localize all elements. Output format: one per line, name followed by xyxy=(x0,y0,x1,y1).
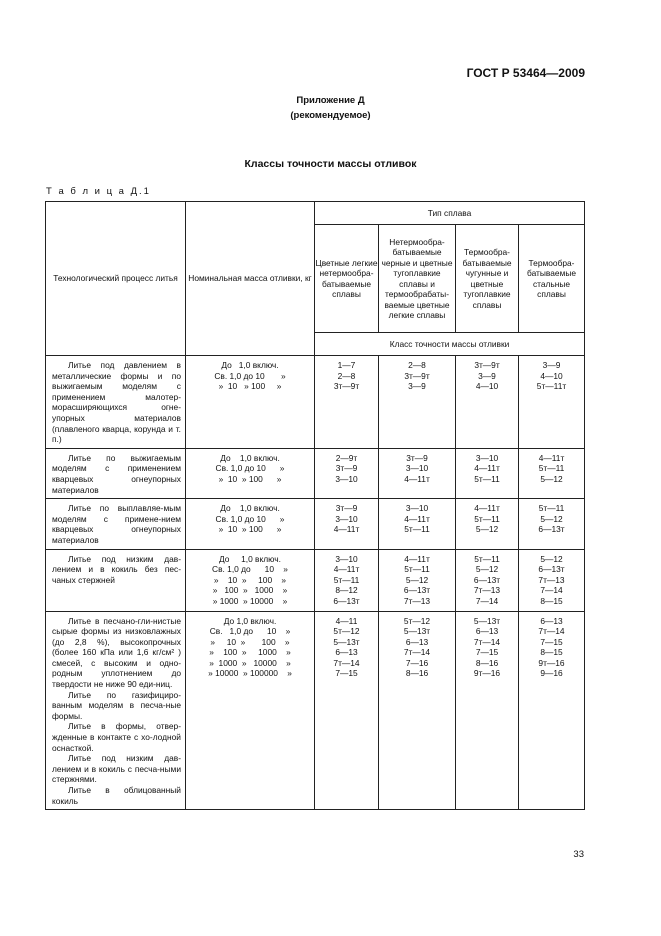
accuracy-class-value: 3—10 xyxy=(335,553,358,564)
accuracy-class-value: 6—13 xyxy=(475,626,499,637)
page-number: 33 xyxy=(573,849,584,860)
class-cell-alloy-1 xyxy=(315,499,379,549)
accuracy-class-value: 5—13т xyxy=(403,626,431,637)
accuracy-class-value: 3—10 xyxy=(335,473,358,484)
accuracy-class-value: 5т—12 xyxy=(333,626,360,637)
class-cell-alloy-1 xyxy=(315,356,379,449)
table-row xyxy=(46,499,585,549)
mass-cell xyxy=(186,448,315,498)
header-accuracy-class: Класс точности массы отливки xyxy=(315,333,585,356)
mass-range: До 1,0 включ. xyxy=(221,360,279,370)
class-cell-alloy-4 xyxy=(519,611,585,810)
mass-range: Св. 1,0 до 10 » xyxy=(212,564,288,575)
header-mass: Номинальная масса отливки, кг xyxy=(186,202,315,356)
table-row xyxy=(46,611,585,810)
accuracy-class-value: 2—8 xyxy=(337,370,356,381)
accuracy-class-value: 5т—11 xyxy=(538,463,565,474)
process-paragraph: Литье под низким дав-лением и в кокиль с песча-ными стержнями. xyxy=(52,753,181,785)
accuracy-class-value: 4—11т xyxy=(474,503,500,514)
process-paragraph: Литье по выплавляе-мым моделям с примене-нием кварцевых огнеупорных материалов xyxy=(52,503,181,545)
accuracy-class-value: 4—11т xyxy=(474,463,500,474)
mass-cell xyxy=(186,611,315,810)
mass-cell xyxy=(186,549,315,611)
mass-range: » 10000 » 100000 » xyxy=(208,668,292,679)
document-code: ГОСТ Р 53464—2009 xyxy=(466,66,585,80)
header-alloy-1: Цветные легкие нетермообра-батываемые сплавы xyxy=(315,225,379,333)
accuracy-class-value: 3т—9т xyxy=(333,381,360,392)
process-cell xyxy=(46,549,186,611)
class-cell-alloy-2 xyxy=(379,356,456,449)
accuracy-class-value: 3т—9 xyxy=(335,463,358,474)
process-cell xyxy=(46,499,186,549)
class-cell-alloy-3 xyxy=(456,549,519,611)
accuracy-class-value: 3—10 xyxy=(475,452,499,463)
accuracy-class-value: 7—15 xyxy=(335,668,358,679)
mass-range: » 100 » 1000 » xyxy=(212,585,288,596)
table-row xyxy=(46,549,585,611)
mass-range: До 1,0 включ. xyxy=(220,452,280,463)
class-cell-alloy-2 xyxy=(379,499,456,549)
process-paragraph: Литье под низким дав-лением и в кокиль без пес-чаных стержней xyxy=(52,553,181,585)
accuracy-class-value: 6—13т xyxy=(538,564,565,575)
accuracy-class-value: 6—13т xyxy=(538,524,565,535)
process-cell xyxy=(46,356,186,449)
mass-range: Св. 1,0 до 10 » xyxy=(215,513,285,524)
class-cell-alloy-2 xyxy=(379,549,456,611)
accuracy-class-value: 6—13 xyxy=(405,636,429,647)
accuracy-class-value: 3—10 xyxy=(405,503,429,514)
class-cell-alloy-3 xyxy=(456,499,519,549)
accuracy-class-value: 7т—13 xyxy=(473,585,501,596)
accuracy-class-value: 5т—12 xyxy=(403,615,431,626)
accuracy-class-value: 3—9 xyxy=(542,360,561,370)
class-cell-alloy-2 xyxy=(379,448,456,498)
accuracy-class-value: 6—13т xyxy=(473,574,501,585)
header-alloy-3: Термообра-батываемые чугунные и цветные тугоплавкие сплавы xyxy=(456,225,519,333)
accuracy-class-value: 7—15 xyxy=(475,647,499,658)
accuracy-class-value: 7—14 xyxy=(475,595,499,606)
accuracy-class-value: 5т—11 xyxy=(474,513,500,524)
table-row xyxy=(46,356,585,449)
annex-type: (рекомендуемое) xyxy=(290,110,371,121)
accuracy-class-value: 3—9 xyxy=(408,381,426,392)
mass-range: » 10 » 100 » xyxy=(210,636,290,647)
mass-range: » 100 » 1000 » xyxy=(209,647,291,658)
header-alloy-4: Термообра-батываемые стальные сплавы xyxy=(519,225,585,333)
accuracy-class-value: 5—12 xyxy=(405,574,429,585)
accuracy-class-value: 7т—14 xyxy=(473,636,501,647)
class-cell-alloy-4 xyxy=(519,549,585,611)
mass-range: Св. 1,0 до 10 » xyxy=(214,370,286,381)
accuracy-class-value: 5—13т xyxy=(473,615,501,626)
table-row xyxy=(46,448,585,498)
accuracy-class-value: 5—12 xyxy=(540,513,563,524)
mass-range: » 10 » 100 » xyxy=(218,381,282,392)
accuracy-class-value: 3—10 xyxy=(335,513,358,524)
process-cell xyxy=(46,448,186,498)
table-title: Классы точности массы отливок xyxy=(244,158,417,170)
class-cell-alloy-1 xyxy=(315,549,379,611)
mass-range: До 1,0 включ. xyxy=(220,503,280,514)
class-cell-alloy-3 xyxy=(456,448,519,498)
accuracy-class-value: 6—13т xyxy=(403,585,431,596)
accuracy-class-value: 5—12 xyxy=(540,473,563,484)
accuracy-class-value: 5—12 xyxy=(475,564,499,575)
accuracy-class-value: 8—15 xyxy=(540,595,563,606)
class-cell-alloy-1 xyxy=(315,611,379,810)
mass-range: Св. 1,0 до 10 » xyxy=(215,463,285,474)
accuracy-class-value: 3т—9 xyxy=(335,503,358,514)
accuracy-class-value: 4—10 xyxy=(475,381,499,392)
accuracy-class-value: 4—10 xyxy=(540,370,563,381)
accuracy-class-value: 5т—11 xyxy=(474,473,500,484)
accuracy-class-value: 4—11т xyxy=(404,473,430,484)
mass-range: До 1,0 включ. xyxy=(223,615,277,626)
accuracy-class-value: 7т—14 xyxy=(333,657,360,668)
accuracy-class-value: 5т—11 xyxy=(474,553,500,564)
accuracy-class-value: 5т—11 xyxy=(538,503,565,514)
accuracy-class-value: 7т—13 xyxy=(403,595,431,606)
process-paragraph: Литье по газифициро-ванным моделям в песча-ные формы. xyxy=(52,689,181,721)
mass-cell xyxy=(186,356,315,449)
accuracy-class-value: 5—13т xyxy=(333,636,360,647)
class-cell-alloy-4 xyxy=(519,499,585,549)
accuracy-class-value: 9т—16 xyxy=(538,657,565,668)
accuracy-class-value: 2—8 xyxy=(408,360,426,370)
accuracy-class-value: 5т—11 xyxy=(404,564,430,575)
process-cell xyxy=(46,611,186,810)
accuracy-class-value: 4—11т xyxy=(333,524,360,535)
accuracy-class-value: 6—13 xyxy=(540,615,563,626)
accuracy-class-value: 7—15 xyxy=(540,636,563,647)
accuracy-class-value: 1—7 xyxy=(337,360,356,370)
mass-range: » 1000 » 10000 » xyxy=(212,595,288,606)
accuracy-class-value: 4—11т xyxy=(538,452,565,463)
accuracy-class-value: 7т—14 xyxy=(403,647,431,658)
process-paragraph: Литье в формы, отвер-жденные в контакте с хо-лодной оснасткой. xyxy=(52,721,181,753)
accuracy-class-value: 9т—16 xyxy=(473,668,501,679)
accuracy-table xyxy=(45,201,585,810)
accuracy-class-value: 3т—9т xyxy=(404,370,430,381)
accuracy-class-value: 5т—11 xyxy=(404,524,430,535)
accuracy-class-value: 4—11т xyxy=(333,564,360,575)
annex-title: Приложение Д xyxy=(296,95,365,106)
mass-range: » 10 » 100 » xyxy=(213,574,287,585)
mass-range: » 1000 » 10000 » xyxy=(209,657,291,668)
accuracy-class-value: 5т—11т xyxy=(536,381,567,392)
accuracy-class-value: 2—9т xyxy=(335,452,358,463)
accuracy-class-value: 5—12 xyxy=(540,553,563,564)
header-alloy-2: Нетермообра-батываемые черные и цветные тугоплавкие сплавы и термообрабаты-ваемые цветные легкие сплавы xyxy=(379,225,456,333)
accuracy-class-value: 5т—11 xyxy=(333,574,360,585)
class-cell-alloy-3 xyxy=(456,611,519,810)
accuracy-class-value: 9—16 xyxy=(540,668,563,679)
accuracy-class-value: 3—9 xyxy=(478,370,496,381)
accuracy-class-value: 8—15 xyxy=(540,647,563,658)
mass-range: » 10 » 100 » xyxy=(218,524,282,535)
accuracy-class-value: 7—14 xyxy=(540,585,563,596)
process-paragraph: Литье в облицованный кокиль xyxy=(52,785,181,806)
accuracy-class-value: 7т—14 xyxy=(538,626,565,637)
process-paragraph: Литье по выжигаемым моделям с применением кварцевых огнеупорных материалов xyxy=(52,452,181,495)
accuracy-class-value: 8—16 xyxy=(475,657,499,668)
accuracy-class-value: 4—11т xyxy=(404,553,430,564)
process-paragraph: Литье в песчано-гли-нистые сырые формы из низковлажных (до 2,8 %), высокопрочных (более 160 кПа или 1,6 кг/см² ) смесей, с высоким и одно-родным уплотнением до твердости не ниже 90 еди-ниц. xyxy=(52,615,181,690)
mass-cell xyxy=(186,499,315,549)
accuracy-class-value: 3—10 xyxy=(405,463,429,474)
mass-range: До 1,0 включ. xyxy=(219,553,281,564)
class-cell-alloy-1 xyxy=(315,448,379,498)
header-alloy-type: Тип сплава xyxy=(315,202,585,225)
mass-range: Св. 1,0 до 10 » xyxy=(209,626,291,637)
mass-range: » 10 » 100 » xyxy=(218,473,282,484)
accuracy-class-value: 6—13т xyxy=(333,595,360,606)
class-cell-alloy-3 xyxy=(456,356,519,449)
accuracy-class-value: 7—16 xyxy=(405,657,429,668)
class-cell-alloy-4 xyxy=(519,356,585,449)
process-paragraph: Литье под давлением в металлические формы и по выжигаемым моделям с применением малотер-морасширяющихся огне-упорных материалов (плавленого кварца, корунда и т. п.) xyxy=(52,360,181,445)
accuracy-class-value: 4—11 xyxy=(335,615,358,626)
accuracy-class-value: 3т—9т xyxy=(474,360,500,370)
accuracy-class-value: 5—12 xyxy=(475,524,499,535)
accuracy-class-value: 6—13 xyxy=(335,647,358,658)
accuracy-class-value: 3т—9 xyxy=(406,452,428,463)
class-cell-alloy-4 xyxy=(519,448,585,498)
class-cell-alloy-2 xyxy=(379,611,456,810)
accuracy-class-value: 7т—13 xyxy=(538,574,565,585)
accuracy-class-value: 4—11т xyxy=(404,513,430,524)
accuracy-class-value: 8—16 xyxy=(405,668,429,679)
annex-heading xyxy=(0,93,661,123)
accuracy-class-value: 8—12 xyxy=(335,585,358,596)
table-label: Т а б л и ц а Д.1 xyxy=(46,186,151,197)
header-process: Технологический процесс литья xyxy=(46,202,186,356)
